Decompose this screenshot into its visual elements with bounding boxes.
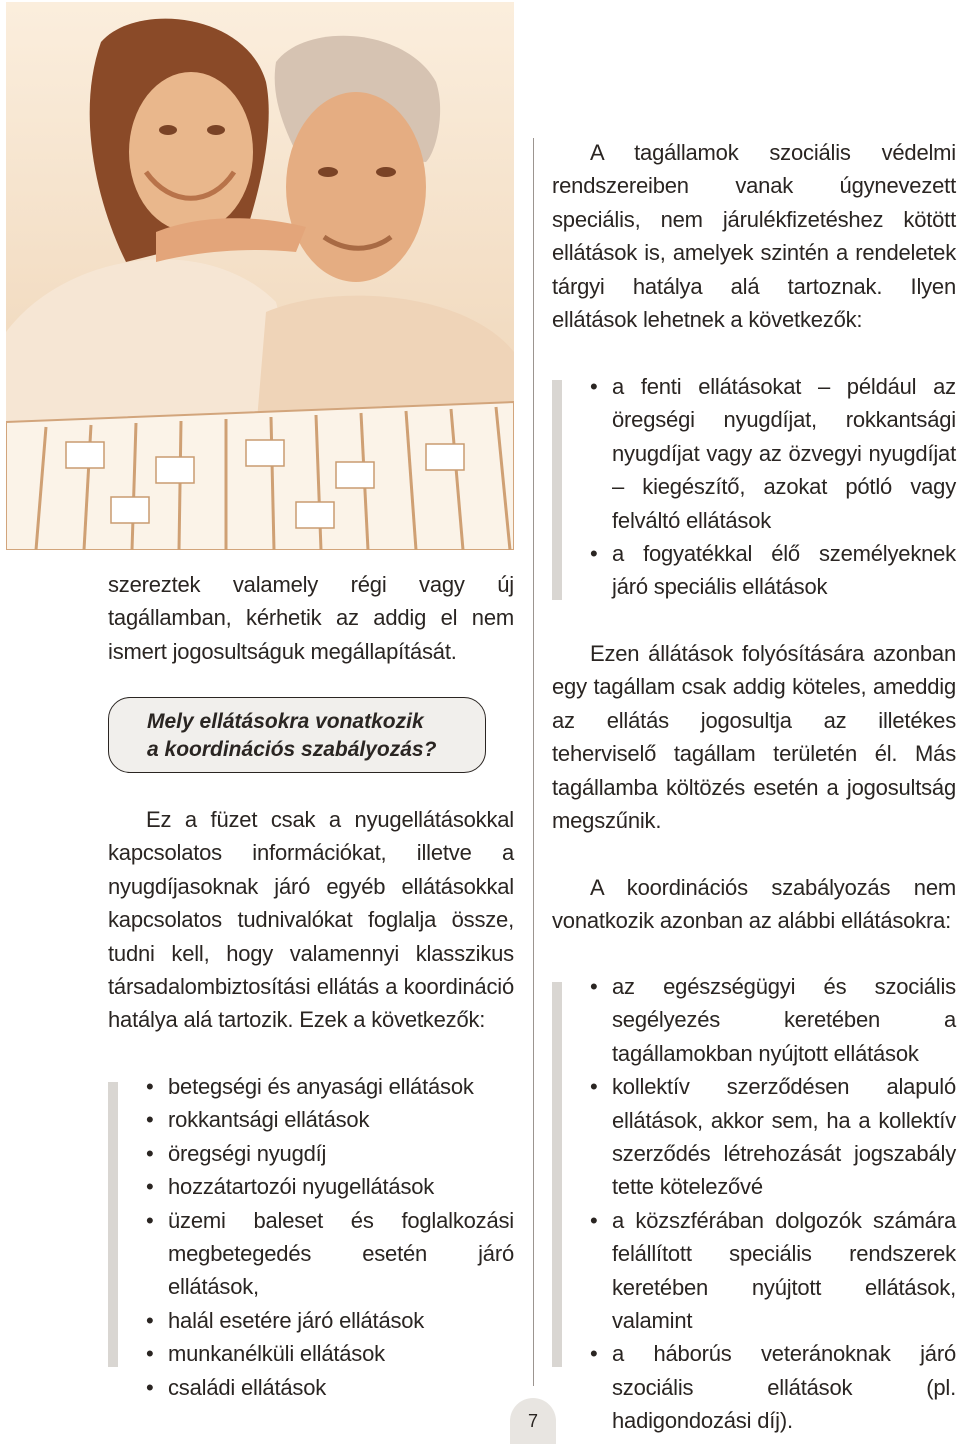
list-item: • családi ellátások xyxy=(146,1371,514,1404)
special-benefits-list xyxy=(590,370,956,604)
special-benefits-paragraph: A tagállamok szociális védelmi rendszereiben vanak úgynevezett speciális, nem járulékfizetéshez kötött ellátások is, amelyek szintén a rendeletek tárgyi hatálya alá tartoznak. Ilyen ellátások lehetnek a következők: xyxy=(552,140,956,333)
section-heading-box xyxy=(108,697,486,773)
list-side-bar xyxy=(108,1082,118,1367)
list-item: • az egészségügyi és szociális segélyezés keretében a tagállamokban nyújtott ellátások xyxy=(590,970,956,1070)
list-item: • halál esetére járó ellátások xyxy=(146,1304,514,1337)
list-item: • öregségi nyugdíj xyxy=(146,1137,514,1170)
residence-paragraph: Ezen állátások folyósítására azonban egy tagállam csak addig köteles, ameddig az ellátás jogosultja az illetékes teherviselő tagállam területén él. Más tagállamba költözés esetén a jogosultság megszűnik. xyxy=(552,641,956,834)
list-item: • a fogyatékkal élő személyeknek járó speciális ellátások xyxy=(590,537,956,604)
list-item: • betegségi és anyasági ellátások xyxy=(146,1070,514,1103)
exclusions-list xyxy=(590,970,956,1438)
column-divider xyxy=(533,138,534,1386)
section-heading-line-2: a koordinációs szabályozás? xyxy=(147,738,437,761)
list-item: • rokkantsági ellátások xyxy=(146,1103,514,1136)
list-side-bar xyxy=(552,380,562,600)
list-item: • a közszférában dolgozók számára felállított speciális rendszerek keretében nyújtott ellátások, valamint xyxy=(590,1204,956,1338)
list-side-bar xyxy=(552,982,562,1367)
section-heading-line-1: Mely ellátásokra vonatkozik xyxy=(147,710,424,733)
page-number: 7 xyxy=(510,1398,556,1444)
couple-photo xyxy=(6,2,514,550)
benefits-paragraph: Ez a füzet csak a nyugellátásokkal kapcsolatos információkat, illetve a nyugdíjasoknak járó egyéb ellátásokkal kapcsolatos tudnivalókat foglalja össze, tudni kell, hogy valamennyi klasszikus társadalombiztosítási ellátás a koordináció hatálya alá tartozik. Ezek a következők: xyxy=(108,807,514,1033)
list-item: • üzemi baleset és foglalkozási megbetegedés esetén járó ellátások, xyxy=(146,1204,514,1304)
exclusions-paragraph: A koordinációs szabályozás nem vonatkozik azonban az alábbi ellátásokra: xyxy=(552,875,956,934)
intro-paragraph: szereztek valamely régi vagy új tagállamban, kérhetik az addig el nem ismert jogosultságuk megállapítását. xyxy=(108,572,514,664)
list-item: • a fenti ellátásokat – például az öregségi nyugdíjat, rokkantsági nyugdíjat vagy az özvegyi nyugdíjat – kiegészítő, azokat pótló vagy felváltó ellátások xyxy=(590,370,956,537)
list-item: • hozzátartozói nyugellátások xyxy=(146,1170,514,1203)
list-item: • munkanélküli ellátások xyxy=(146,1337,514,1370)
list-item: • kollektív szerződésen alapuló ellátások, akkor sem, ha a kollektív szerződés létrehozását jogszabály tette kötelezővé xyxy=(590,1070,956,1204)
list-item: • a háborús veteránoknak járó szociális ellátások (pl. hadigondozási díj). xyxy=(590,1337,956,1437)
benefits-list xyxy=(146,1070,514,1404)
